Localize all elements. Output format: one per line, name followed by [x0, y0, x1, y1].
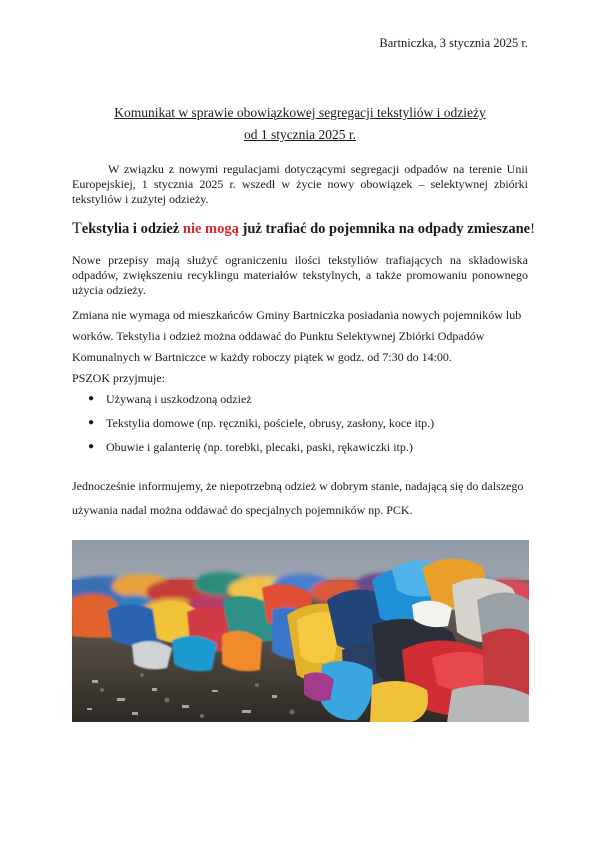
- list-item-text: Obuwie i galanterię (np. torebki, plecaki, paski, rękawiczki itp.): [106, 440, 413, 454]
- list-item: [72, 435, 528, 459]
- date-line: Bartniczka, 3 stycznia 2025 r.: [379, 36, 528, 50]
- clothes-pile-icon: [72, 540, 529, 722]
- headline-part-2: już trafiać do pojemnika na odpady zmieszane: [238, 221, 531, 237]
- list-item-text: Używaną i uszkodzoną odzież: [106, 392, 252, 406]
- accepted-items-list: [72, 387, 528, 459]
- headline-warning: [72, 219, 535, 239]
- discarded-clothes-photo: [72, 540, 529, 722]
- bullet-icon: ●: [88, 417, 95, 428]
- pck-info-paragraph: Jednocześnie informujemy, że niepotrzebną odzież w dobrym stanie, nadającą się do dalszego używania nadal można oddawać do specjalnych pojemników np. PCK.: [72, 479, 524, 517]
- headline-part-1: ekstylia i odzież: [81, 221, 183, 237]
- regulation-purpose-paragraph: Nowe przepisy mają służyć ograniczeniu ilości tekstyliów trafiających na składowiska odpadów, zwiększeniu recyklingu materiałów tekstylnych, a także promowaniu ponownego użycia odzieży.: [72, 253, 528, 297]
- bullet-icon: ●: [88, 441, 95, 452]
- bullet-icon: ●: [88, 393, 95, 404]
- collection-info-paragraph: [72, 305, 528, 389]
- headline-highlight: nie mogą: [182, 221, 239, 237]
- title-line-1: Komunikat w sprawie obowiązkowej segregacji tekstyliów i odzieży: [114, 105, 486, 120]
- headline-exclamation: !: [530, 221, 535, 237]
- document-title: [72, 102, 528, 146]
- list-item: [72, 411, 528, 435]
- list-item-text: Tekstylia domowe (np. ręczniki, pościele, obrusy, zasłony, koce itp.): [106, 416, 435, 430]
- headline-first-letter: T: [72, 220, 82, 237]
- title-line-2: od 1 stycznia 2025 r.: [243, 127, 357, 142]
- collection-info-text: Zmiana nie wymaga od mieszkańców Gminy Bartniczka posiadania nowych pojemników lub worków. Tekstylia i odzież można oddawać do Punktu Selektywnej Zbiórki Odpadów Komunalnych w Bartniczce w każdy roboczy piątek w godz. od 7:30 do 14:00.: [72, 308, 522, 364]
- pszok-label: PSZOK przyjmuje:: [72, 371, 165, 385]
- list-item: [72, 387, 528, 411]
- intro-paragraph: W związku z nowymi regulacjami dotyczącymi segregacji odpadów na terenie Unii Europejskiej, 1 stycznia 2025 r. wszedł w życie nowy obowiązek – selektywnej zbiórki tekstyliów i zużytej odzieży.: [72, 162, 528, 206]
